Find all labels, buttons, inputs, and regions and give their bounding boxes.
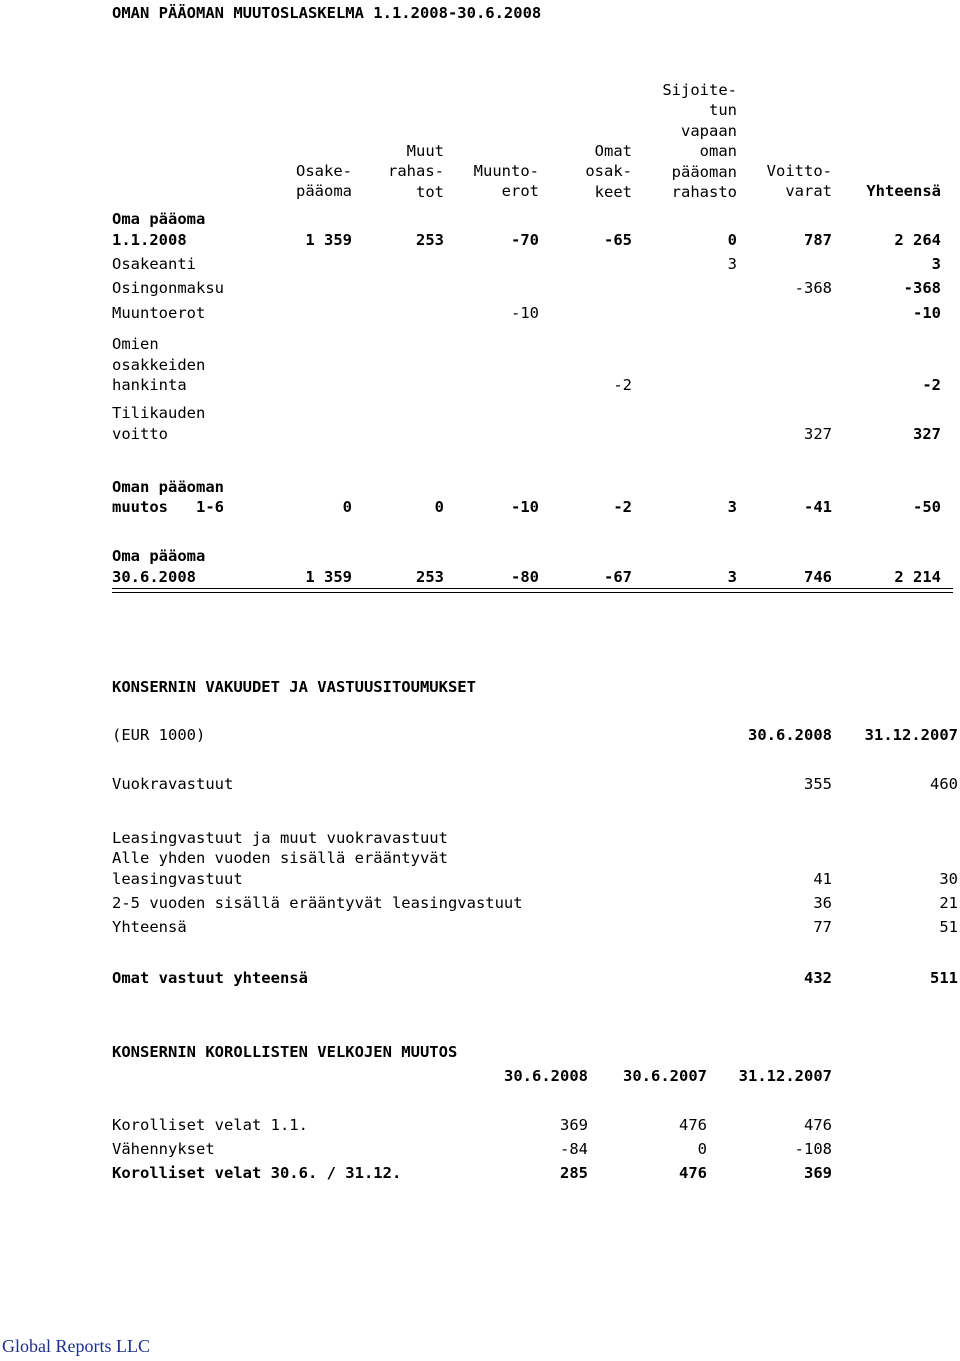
debt-row3-v3: 369 bbox=[804, 1164, 832, 1182]
muuntoerot-muunto: -10 bbox=[511, 304, 539, 322]
row-open-label1: Oma pääoma bbox=[112, 210, 206, 228]
open-osake: 1 359 bbox=[305, 231, 352, 249]
vuokra-a: 355 bbox=[804, 775, 832, 793]
guarantees-col1: 30.6.2008 bbox=[748, 726, 832, 744]
change-yht: -50 bbox=[913, 498, 941, 516]
row-open-label2: 1.1.2008 bbox=[112, 231, 187, 249]
debt-col2: 30.6.2007 bbox=[623, 1067, 707, 1085]
osingonmaksu-yht: -368 bbox=[903, 279, 941, 297]
leasing-heading: Leasingvastuut ja muut vuokravastuut bbox=[112, 829, 448, 847]
open-omat: -65 bbox=[604, 231, 632, 249]
row-muuntoerot-label: Muuntoerot bbox=[112, 304, 206, 322]
open-muut: 253 bbox=[416, 231, 444, 249]
close-sijoite: 3 bbox=[727, 568, 737, 586]
header-omat-osakkeet: Omat osak- keet bbox=[585, 142, 632, 201]
guarantees-title: KONSERNIN VAKUUDET JA VASTUUSITOUMUKSET bbox=[112, 678, 476, 696]
guarantees-subtotal-a: 77 bbox=[813, 918, 832, 936]
close-osake: 1 359 bbox=[305, 568, 352, 586]
guarantees-total-label: Omat vastuut yhteensä bbox=[112, 969, 308, 987]
header-osakepaaoma: Osake- pääoma bbox=[296, 162, 352, 201]
guarantees-total-a: 432 bbox=[804, 969, 832, 987]
debt-title: KONSERNIN KOROLLISTEN VELKOJEN MUUTOS bbox=[112, 1043, 458, 1061]
tilikauden-voitto: 327 bbox=[804, 425, 832, 443]
change-muunto: -10 bbox=[511, 498, 539, 516]
tilikauden-yht: 327 bbox=[913, 425, 941, 443]
row-change-label2: muutos 1-6 bbox=[112, 498, 224, 516]
guarantees-col2: 31.12.2007 bbox=[864, 726, 958, 744]
header-muuntoerot: Muunto- erot bbox=[473, 162, 539, 201]
header-muut-rahastot: Muut rahas- tot bbox=[388, 142, 444, 201]
open-yht: 2 264 bbox=[894, 231, 941, 249]
vuokra-b: 460 bbox=[930, 775, 958, 793]
leasing-subheading: Alle yhden vuoden sisällä erääntyvät bbox=[112, 849, 448, 867]
guarantees-subtotal-label: Yhteensä bbox=[112, 918, 187, 936]
change-muut: 0 bbox=[434, 498, 444, 516]
muuntoerot-yht: -10 bbox=[913, 304, 941, 322]
close-yht: 2 214 bbox=[894, 568, 941, 586]
osakeanti-yht: 3 bbox=[931, 255, 941, 273]
row-change-label1: Oman pääoman bbox=[112, 478, 224, 496]
osingonmaksu-voitto: -368 bbox=[794, 279, 832, 297]
leasing1-b: 30 bbox=[939, 870, 958, 888]
close-muut: 253 bbox=[416, 568, 444, 586]
omien-yht: -2 bbox=[922, 376, 941, 394]
row-osingonmaksu-label: Osingonmaksu bbox=[112, 279, 224, 297]
double-underline bbox=[112, 588, 953, 593]
row-osakeanti-label: Osakeanti bbox=[112, 255, 196, 273]
debt-row3-v1: 285 bbox=[560, 1164, 588, 1182]
omien-omat: -2 bbox=[613, 376, 632, 394]
leasing2-b: 21 bbox=[939, 894, 958, 912]
close-omat: -67 bbox=[604, 568, 632, 586]
change-osake: 0 bbox=[342, 498, 352, 516]
equity-title: OMAN PÄÄOMAN MUUTOSLASKELMA 1.1.2008-30.6.2008 bbox=[112, 4, 542, 22]
vuokra-label: Vuokravastuut bbox=[112, 775, 234, 793]
debt-row1-v3: 476 bbox=[804, 1116, 832, 1134]
row-close-label2: 30.6.2008 bbox=[112, 568, 196, 586]
change-omat: -2 bbox=[613, 498, 632, 516]
header-voittovarat: Voitto- varat bbox=[766, 162, 832, 201]
row-omien-label: Omien osakkeiden hankinta bbox=[112, 335, 206, 394]
row-tilikauden-label: Tilikauden voitto bbox=[112, 404, 206, 443]
debt-row3-label: Korolliset velat 30.6. / 31.12. bbox=[112, 1164, 402, 1182]
header-yhteensa: Yhteensä bbox=[866, 182, 941, 200]
close-muunto: -80 bbox=[511, 568, 539, 586]
leasing2-label: 2-5 vuoden sisällä erääntyvät leasingvastuut bbox=[112, 894, 523, 912]
guarantees-subtotal-b: 51 bbox=[939, 918, 958, 936]
debt-col3: 31.12.2007 bbox=[738, 1067, 832, 1085]
leasing1-a: 41 bbox=[813, 870, 832, 888]
open-sijoite: 0 bbox=[727, 231, 737, 249]
leasing2-a: 36 bbox=[813, 894, 832, 912]
debt-row1-v2: 476 bbox=[679, 1116, 707, 1134]
debt-row2-v2: 0 bbox=[697, 1140, 707, 1158]
row-close-label1: Oma pääoma bbox=[112, 547, 206, 565]
footer-brand: Global Reports LLC bbox=[2, 1336, 150, 1356]
guarantees-unit: (EUR 1000) bbox=[112, 726, 206, 744]
osakeanti-sijoite: 3 bbox=[727, 255, 737, 273]
open-voitto: 787 bbox=[804, 231, 832, 249]
close-voitto: 746 bbox=[804, 568, 832, 586]
debt-row3-v2: 476 bbox=[679, 1164, 707, 1182]
debt-row2-v3: -108 bbox=[794, 1140, 832, 1158]
debt-row2-label: Vähennykset bbox=[112, 1140, 215, 1158]
change-sijoite: 3 bbox=[727, 498, 737, 516]
header-sijoitetun-rahasto: Sijoite- tun vapaan oman pääoman rahasto bbox=[662, 81, 737, 202]
guarantees-total-b: 511 bbox=[930, 969, 958, 987]
debt-row1-label: Korolliset velat 1.1. bbox=[112, 1116, 308, 1134]
debt-row2-v1: -84 bbox=[560, 1140, 588, 1158]
debt-col1: 30.6.2008 bbox=[504, 1067, 588, 1085]
leasing1-label: leasingvastuut bbox=[112, 870, 243, 888]
open-muunto: -70 bbox=[511, 231, 539, 249]
debt-row1-v1: 369 bbox=[560, 1116, 588, 1134]
change-voitto: -41 bbox=[804, 498, 832, 516]
